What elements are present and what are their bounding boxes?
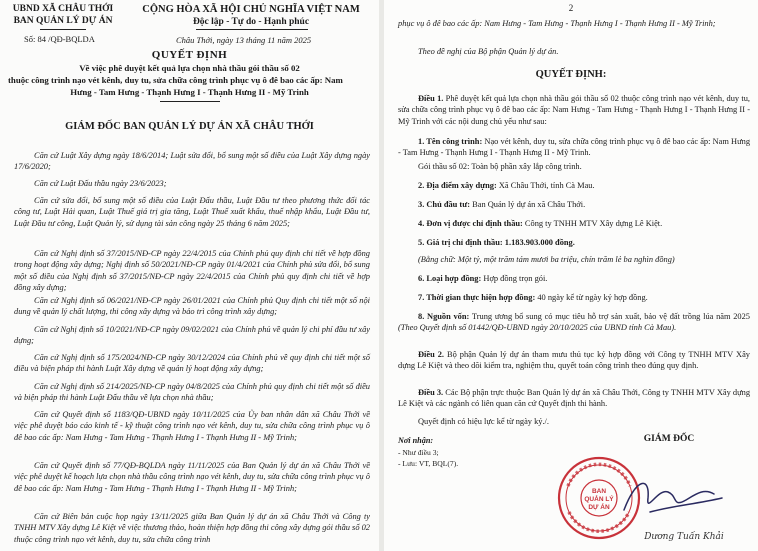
legal-basis-11: Căn cứ Biên bản cuộc họp ngày 13/11/2025 giữa Ban Quản lý dự án xã Châu Thới và Công ty TNHH MTV Xây dựng Lê Kiệt về việc thương thảo, hoàn thiện hợp đồng thi công xây dựng gói thầu số 02 thuộc công trình nạo vét kênh, duy tu, sửa chữa công trình (14, 512, 370, 544)
article-2 (398, 349, 750, 372)
legal-basis-6: Căn cứ Nghị định số 10/2021/NĐ-CP ngày 09/02/2021 của Chính phủ về quản lý chi phí đầu tư xây dựng; (14, 325, 370, 346)
recipient-2: - Lưu: VT, BQL(7). (398, 459, 459, 468)
article-3-label: Điều 3. (418, 388, 444, 397)
recipient-1: - Như điều 3; (398, 448, 439, 457)
item-7 (418, 292, 648, 303)
item-3 (418, 199, 585, 210)
item-8-label: 8. Nguồn vốn: (418, 312, 470, 321)
item-2-text: Xã Châu Thới, tỉnh Cà Mau. (496, 181, 595, 190)
item-1-text: Nạo vét kênh, duy tu, sửa chữa công trình phục vụ ô đê bao các ấp: Nam Hưng - Tam Hưng - Thạnh Hưng I - Thạnh Hưng II - Mỹ Trinh. (398, 137, 751, 158)
legal-basis-10: Căn cứ Quyết định số 77/QĐ-BQLDA ngày 11/11/2025 của Ban Quản lý dự án xã Châu Thới về việc phê duyệt kế hoạch lựa chọn nhà thầu công trình nạo vét kênh, duy tu, sửa chữa công trình phục vụ ô đê bao các ấp: Nam Hưng - Tam Hưng - Thạnh Hưng I - Thạnh Hưng II - Mỹ Trinh; (14, 461, 370, 493)
article-3-text: Các Bộ phận trực thuộc Ban Quản lý dự án xã Châu Thới, Công ty TNHH MTV Xây dựng Lê Kiệt và các ngành có liên quan căn cứ Quyết định thi hành. (398, 388, 751, 409)
signer-name: Dương Tuấn Khải (644, 532, 724, 542)
legal-basis-4: Căn cứ Nghị định số 37/2015/NĐ-CP ngày 22/4/2015 của Chính phủ quy định chi tiết về hợp đồng trong hoạt động xây dựng; Nghị định số 50/2021/NĐ-CP ngày 01/4/2021 của Chính phủ sửa đổi, bổ sung một số điều của Nghị định số 37/2015/NĐ-CP ngày 22/4/2015 của Chính phủ quy định chi tiết về hợp đồng xây dựng; (14, 249, 370, 292)
svg-text:DỰ ÁN: DỰ ÁN (588, 504, 610, 511)
legal-basis-8: Căn cứ Nghị định số 214/2025/NĐ-CP ngày 04/8/2025 của Chính phủ quy định chi tiết một số điều và biện pháp thi hành Luật Đấu thầu về lựa chọn nhà thầu; (14, 382, 370, 403)
decision-title: QUYẾT ĐỊNH (151, 49, 228, 61)
item-8 (398, 311, 750, 334)
item-4-label: 4. Đơn vị được chỉ định thầu: (418, 219, 523, 228)
official-seal-icon (559, 458, 639, 538)
article-2-label: Điều 2. (418, 350, 445, 359)
agency-line-1: UBND XÃ CHÂU THỚI (12, 4, 114, 14)
svg-text:BAN: BAN (591, 488, 607, 495)
item-1-label: 1. Tên công trình: (418, 137, 483, 146)
svg-text:QUẢN LÝ: QUẢN LÝ (584, 496, 614, 503)
item-3-label: 3. Chủ đầu tư: (418, 200, 471, 209)
item-1 (398, 136, 750, 159)
national-motto: Độc lập - Tự do - Hạnh phúc (192, 17, 310, 27)
item-7-label: 7. Thời gian thực hiện hợp đồng: (418, 293, 536, 302)
agency-underline (40, 29, 86, 30)
issue-date: Châu Thới, ngày 13 tháng 11 năm 2025 (176, 35, 312, 45)
national-title: CỘNG HÒA XÃ HỘI CHỦ NGHĨA VIỆT NAM (142, 4, 360, 15)
item-6-text: Hợp đồng trọn gói. (481, 274, 548, 283)
subject-line-2: thuộc công trình nạo vét kênh, duy tu, sửa chữa công trình phục vụ ô đê bao các ấp: Nam (8, 75, 343, 85)
item-6-label: 6. Loại hợp đồng: (418, 274, 482, 283)
effect-line: Quyết định có hiệu lực kể từ ngày ký./. (418, 417, 549, 426)
decision-heading: QUYẾT ĐỊNH: (535, 69, 607, 80)
subject-line-3: Hưng - Tam Hưng - Thạnh Hưng I - Thạnh Hưng II - Mỹ Trinh (70, 87, 309, 97)
item-5-words: (Bằng chữ: Một tỷ, một trăm tám mươi ba triệu, chín trăm lẻ ba nghìn đồng) (418, 255, 675, 264)
legal-basis-7: Căn cứ Nghị định số 175/2024/NĐ-CP ngày 30/12/2024 của Chính phủ về quy định chi tiết một số điều và biện pháp thi hành Luật Xây dựng về quản lý hoạt động xây dựng; (14, 353, 370, 374)
agency-line-2: BAN QUẢN LÝ DỰ ÁN (13, 16, 113, 26)
item-5 (418, 237, 575, 248)
legal-basis-3: Căn cứ sửa đổi, bổ sung một số điều của Luật Đấu thầu, Luật Đầu tư theo phương thức đối tác công tư, Luật Hải quan, Luật Thuế giá trị gia tăng, Luật Thuế xuất khẩu, thuế nhập khẩu, Luật Đầu tư, Luật Đầu tư công, Luật Quản lý, sử dụng tài sản công ngày 25 tháng 6 năm 2025; (14, 196, 370, 228)
document-number: Số: 84 /QĐ-BQLDA (24, 34, 95, 44)
article-2-text: Bộ phận Quản lý dự án tham mưu thủ tục ký hợp đồng với Công ty TNHH MTV Xây dựng Lê Kiệt và theo dõi kiểm tra, nghiệm thu, quyết toán công trình theo đúng quy định. (398, 350, 750, 371)
legal-basis-2: Căn cứ Luật Đấu thầu ngày 23/6/2023; (34, 179, 167, 188)
item-6 (418, 273, 547, 284)
item-2 (418, 180, 595, 191)
item-8-note: (Theo Quyết định số 01442/QĐ-UBND ngày 20/10/2025 của UBND tỉnh Cà Mau). (398, 323, 677, 333)
legal-basis-9: Căn cứ Quyết định số 1183/QĐ-UBND ngày 10/11/2025 của Ủy ban nhân dân xã Châu Thới về việc phê duyệt báo cáo kinh tế - kỹ thuật công trình nạo vét kênh, duy tu, sửa chữa công trình phục vụ ô đê bao các ấp: Nam Hưng - Tam Hưng - Thạnh Hưng I - Thạnh Hưng II - Mỹ Trinh; (14, 410, 370, 442)
motto-underline (196, 29, 308, 30)
article-1-label: Điều 1. (418, 94, 444, 103)
director-heading: GIÁM ĐỐC BAN QUẢN LÝ DỰ ÁN XÃ CHÂU THỚI (65, 121, 314, 132)
article-1-text: Phê duyệt kết quả lựa chọn nhà thầu gói thầu số 02 thuộc công trình nạo vét kênh, duy tu, sửa chữa công trình phục vụ ô đê bao các ấp: Nam Hưng - Tam Hưng - Thạnh Hưng I - Thạnh Hưng II - Mỹ Trinh với các nội dung chủ yếu như sau: (398, 94, 751, 126)
item-4-text: Công ty TNHH MTV Xây dựng Lê Kiệt. (522, 219, 663, 228)
item-8-text: Trung ương bổ sung có mục tiêu hỗ trợ sản xuất, bảo vệ đất trồng lúa năm 2025 (469, 312, 750, 321)
item-7-text: 40 ngày kể từ ngày ký hợp đồng. (535, 293, 648, 302)
article-3 (398, 387, 750, 410)
item-5-text: 1.183.903.000 đồng. (502, 238, 575, 247)
package-line: Gói thầu số 02: Toàn bộ phần xây lắp công trình. (418, 162, 582, 171)
item-5-label: 5. Giá trị chỉ định thầu: (418, 238, 503, 247)
proposal-line: Theo đề nghị của Bộ phận Quản lý dự án. (418, 47, 559, 56)
subject-underline (160, 101, 220, 102)
subject-line-1: Về việc phê duyệt kết quả lựa chọn nhà thầu gói thầu số 02 (79, 63, 300, 73)
page-two (384, 0, 758, 551)
recipients-label: Nơi nhận: (398, 436, 434, 445)
basis-continuation: phục vụ ô đê bao các ấp: Nam Hưng - Tam Hưng - Thạnh Hưng I - Thạnh Hưng II - Mỹ Trinh; (398, 19, 716, 28)
item-4 (418, 218, 662, 229)
legal-basis-1: Căn cứ Luật Xây dựng ngày 18/6/2014; Luật sửa đổi, bổ sung một số điều của Luật Xây dựng ngày 17/6/2020; (14, 151, 370, 172)
item-3-text: Ban Quản lý dự án xã Châu Thới. (470, 200, 586, 209)
item-2-label: 2. Địa điểm xây dựng: (418, 181, 497, 190)
page-number: 2 (568, 3, 574, 13)
legal-basis-5: Căn cứ Nghị định số 06/2021/NĐ-CP ngày 26/01/2021 của Chính phủ Quy định chi tiết một số nội dung về quản lý chất lượng, thi công xây dựng và bảo trì công trình xây dựng; (14, 296, 370, 317)
article-1 (398, 93, 750, 127)
signer-title: GIÁM ĐỐC (643, 434, 695, 444)
